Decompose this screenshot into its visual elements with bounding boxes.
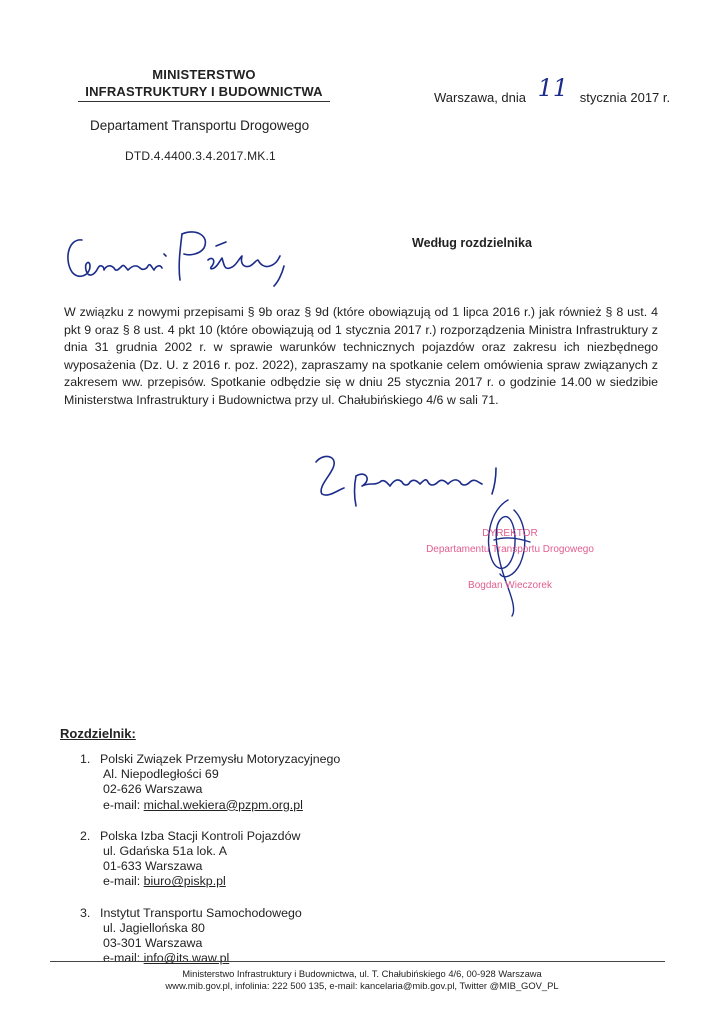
recipient-city: 02-626 Warszawa (103, 782, 203, 797)
recipient-email-link[interactable]: info@its.waw.pl (143, 951, 230, 966)
distribution-heading: Według rozdzielnika (412, 236, 532, 250)
list-item-number: 3. (80, 905, 91, 920)
recipient-city: 01-633 Warszawa (103, 859, 203, 874)
recipient-name: Polski Związek Przemysłu Motoryzacyjnego (100, 752, 341, 766)
ministry-line1: MINISTERSTWO (152, 67, 256, 82)
list-item (80, 752, 440, 813)
ministry-name (78, 66, 330, 102)
footer-contact: www.mib.gov.pl, infolinia: 222 500 135, e-mail: kancelaria@mib.gov.pl, Twitter @MIB_GOV_PL (165, 980, 559, 991)
signature-icon (470, 490, 550, 620)
footer-address: Ministerstwo Infrastruktury i Budownictwa, ul. T. Chałubińskiego 4/6, 00-928 Warszawa (182, 968, 542, 979)
letter-body (64, 304, 658, 410)
recipient-city: 03-301 Warszawa (103, 936, 203, 951)
date-suffix: stycznia 2017 r. (579, 90, 671, 105)
recipient-name: Instytut Transportu Samochodowego (100, 905, 302, 920)
salutation-handwriting (60, 220, 320, 290)
email-label: e-mail: (103, 874, 141, 889)
recipient-email-link[interactable]: biuro@piskp.pl (143, 874, 226, 889)
stamp-title: DYREKTOR (482, 528, 538, 539)
distribution-list (80, 752, 440, 982)
date-prefix: Warszawa, dnia (434, 90, 526, 105)
distribution-list-heading: Rozdzielnik: (60, 726, 136, 741)
department-name: Departament Transportu Drogowego (90, 118, 310, 133)
reference-number: DTD.4.4400.3.4.2017.MK.1 (125, 149, 276, 163)
recipient-name: Polska Izba Stacji Kontroli Pojazdów (100, 828, 301, 843)
recipient-email-line (100, 874, 440, 889)
stamp-department: Departamentu Transportu Drogowego (426, 544, 594, 555)
date-line (434, 74, 671, 108)
stamp-name: Bogdan Wieczorek (468, 580, 552, 591)
body-paragraph: W związku z nowymi przepisami § 9b oraz § 9d (które obowiązują od 1 lipca 2016 r.) jak również § 8 ust. 4 pkt 9 oraz § 8 ust. 4 pkt 10 (które obowiązują od 1 stycznia 2017 r.) rozporządzenia Ministra Infrastruktury z dnia 31 grudnia 2002 r. w sprawie warunków technicznych pojazdów oraz zakresu ich niezbędnego wyposażenia (Dz. U. z 2016 r. poz. 2022), zapraszamy na spotkanie celem omówienia spraw związanych z zakresem ww. przepisów. Spotkanie odbędzie się w dniu 25 stycznia 2017 r. o godzinie 14.00 w siedzibie Ministerstwa Infrastruktury i Budownictwa przy ul. Chałubińskiego 4/6 w sali 71. (64, 305, 658, 407)
date-day-handwritten: 11 (537, 74, 569, 102)
recipient-street: Al. Niepodległości 69 (103, 767, 219, 782)
salutation-text: Szanowni Państwo, (60, 220, 69, 221)
recipient-email-line (100, 798, 440, 813)
recipient-street: ul. Jagiellońska 80 (103, 920, 205, 935)
recipient-email-line (100, 951, 440, 966)
recipient-street: ul. Gdańska 51a lok. A (103, 844, 227, 859)
ministry-line2: INFRASTRUKTURY I BUDOWNICTWA (78, 83, 330, 102)
email-label: e-mail: (103, 797, 141, 812)
list-item (80, 906, 440, 967)
list-item-number: 2. (80, 828, 91, 843)
recipient-email-link[interactable]: michal.wekiera@pzpm.org.pl (143, 797, 303, 812)
list-item (80, 829, 440, 890)
footer-divider (50, 961, 665, 962)
list-item-number: 1. (80, 752, 91, 766)
closing-text: Z poważaniem, (310, 448, 317, 449)
email-label: e-mail: (103, 951, 141, 966)
